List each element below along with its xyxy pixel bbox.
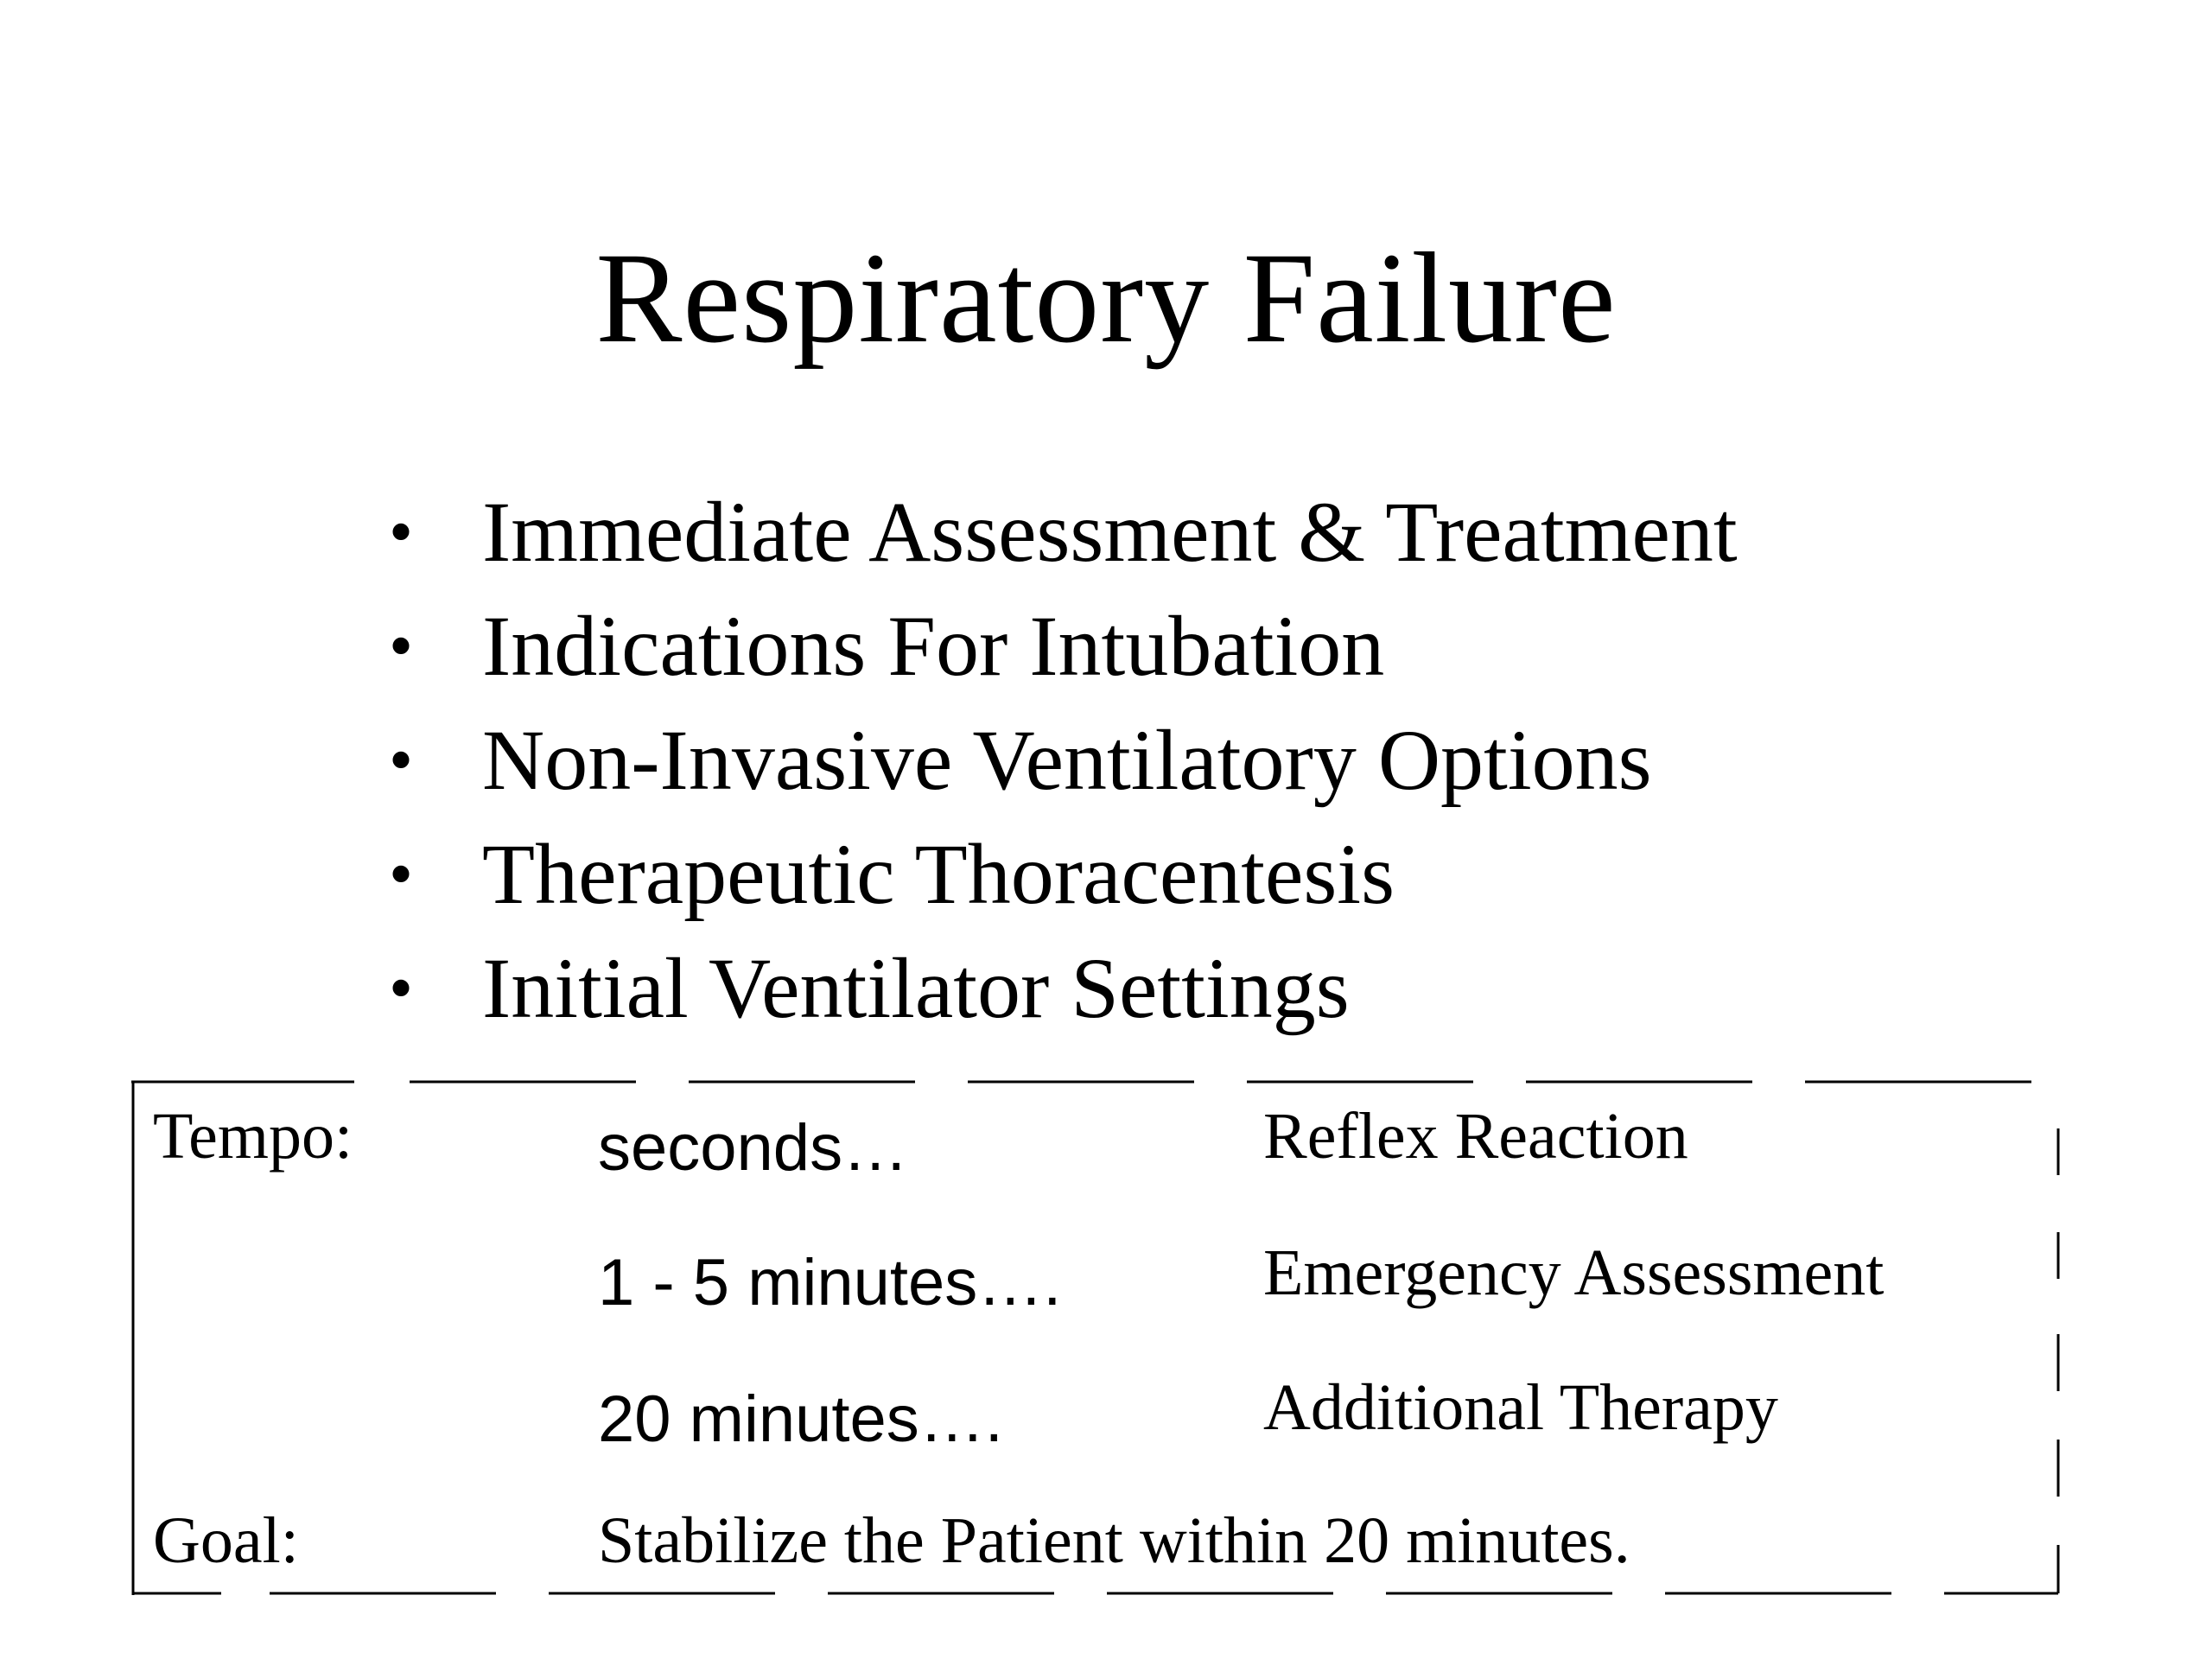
slide-title: Respiratory Failure	[595, 226, 1617, 370]
tempo-action-1: Reflex Reaction	[1263, 1100, 1688, 1173]
bullet-list	[389, 475, 1738, 1046]
bullet-icon: •	[389, 950, 414, 1027]
bullet-text: Non-Invasive Ventilatory Options	[482, 712, 1652, 808]
tempo-time-1: seconds…	[598, 1111, 909, 1185]
tempo-label: Tempo:	[153, 1100, 353, 1173]
tempo-goal-box	[131, 1078, 2060, 1597]
bullet-text: Therapeutic Thoracentesis	[482, 826, 1395, 922]
bullet-text: Initial Ventilator Settings	[482, 940, 1350, 1036]
bullet-icon: •	[389, 722, 414, 798]
bullet-icon: •	[389, 608, 414, 684]
bullet-icon: •	[389, 494, 414, 570]
list-item	[389, 589, 1738, 703]
tempo-time-3: 20 minutes….	[598, 1382, 1003, 1456]
goal-text: Stabilize the Patient within 20 minutes.	[598, 1504, 1630, 1577]
list-item	[389, 817, 1738, 931]
tempo-action-2: Emergency Assessment	[1263, 1236, 1885, 1309]
goal-label: Goal:	[153, 1504, 299, 1577]
tempo-action-3: Additional Therapy	[1263, 1371, 1778, 1444]
tempo-time-2: 1 - 5 minutes….	[598, 1246, 1062, 1319]
bullet-text: Indications For Intubation	[482, 598, 1385, 694]
list-item	[389, 475, 1738, 589]
list-item	[389, 931, 1738, 1046]
bullet-icon: •	[389, 836, 414, 912]
bullet-text: Immediate Assessment & Treatment	[482, 484, 1738, 580]
list-item	[389, 703, 1738, 817]
